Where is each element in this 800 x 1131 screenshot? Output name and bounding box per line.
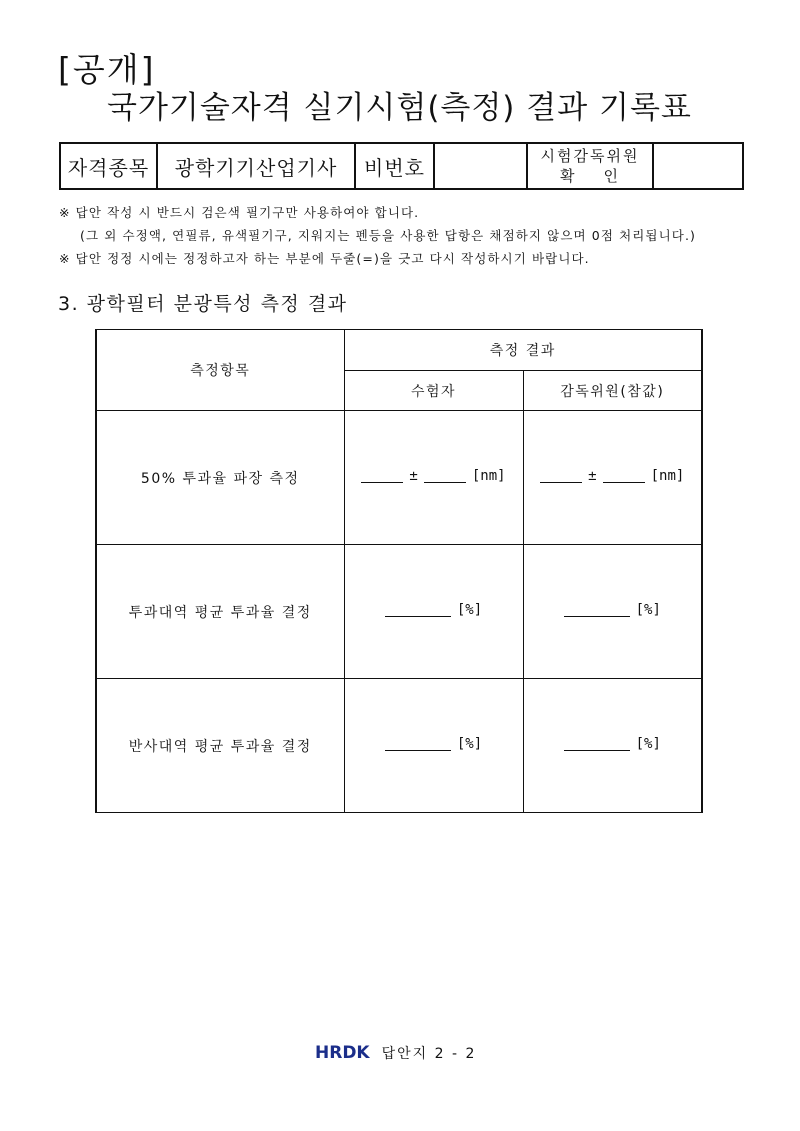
table-row [96, 679, 702, 813]
secret-number-label: 비번호 [355, 143, 434, 189]
unit-label: [nm] [471, 467, 506, 484]
table-row [96, 545, 702, 679]
table-row [96, 411, 702, 545]
row-item-reflectband-avg: 반사대역 평균 투과율 결정 [96, 679, 344, 813]
unit-label: [%] [635, 735, 661, 752]
qualification-value: 광학기기산업기사 [157, 143, 355, 189]
hrdk-logo: HRDK [315, 1043, 370, 1063]
unit-label: [nm] [650, 467, 685, 484]
answer-blank[interactable] [385, 602, 451, 617]
plus-minus-sign: ± [588, 467, 597, 484]
unit-label: [%] [456, 601, 483, 618]
page-number: 답안지 2 - 2 [381, 1046, 477, 1062]
unit-label: [%] [635, 601, 661, 618]
supervisor-confirm-field[interactable] [653, 143, 743, 189]
info-table [59, 142, 744, 190]
answer-blank[interactable] [361, 468, 403, 483]
section-title: 3. 광학필터 분광특성 측정 결과 [58, 293, 348, 315]
note-forbidden-tools: (그 외 수정액, 연필류, 유색필기구, 지워지는 펜등을 사용한 답항은 채점하지 않으며 0점 처리됩니다.) [80, 228, 697, 243]
examinee-answer-cell[interactable] [344, 545, 523, 679]
answer-blank[interactable] [424, 468, 466, 483]
supervisor-label-line2: 확 인 [559, 167, 621, 185]
supervisor-answer-cell[interactable] [523, 679, 702, 813]
header-measurement-item: 측정항목 [96, 330, 344, 411]
header-measurement-result: 측정 결과 [344, 330, 702, 371]
answer-blank[interactable] [603, 468, 645, 483]
note-correction: ※ 답안 정정 시에는 정정하고자 하는 부분에 두줄(=)을 긋고 다시 작성하시기 바랍니다. [59, 251, 590, 266]
document-title: 국가기술자격 실기시험(측정) 결과 기록표 [107, 90, 692, 126]
supervisor-label-line1: 시험감독위원 [540, 147, 640, 165]
supervisor-answer-cell[interactable] [523, 411, 702, 545]
header-examinee: 수험자 [344, 371, 523, 411]
answer-blank[interactable] [385, 736, 451, 751]
answer-blank[interactable] [564, 602, 630, 617]
answer-blank[interactable] [564, 736, 630, 751]
header-supervisor-true-value: 감독위원(참값) [523, 371, 702, 411]
note-black-pen: ※ 답안 작성 시 반드시 검은색 필기구만 사용하여야 합니다. [59, 205, 420, 220]
row-item-passband-avg: 투과대역 평균 투과율 결정 [96, 545, 344, 679]
answer-blank[interactable] [540, 468, 582, 483]
examinee-answer-cell[interactable] [344, 679, 523, 813]
public-tag: [공개] [58, 50, 156, 89]
supervisor-answer-cell[interactable] [523, 545, 702, 679]
examinee-answer-cell[interactable] [344, 411, 523, 545]
secret-number-field[interactable] [434, 143, 527, 189]
plus-minus-sign: ± [409, 467, 418, 484]
supervisor-confirm-label [527, 143, 653, 189]
row-item-50pct-wavelength: 50% 투과율 파장 측정 [96, 411, 344, 545]
measurement-table [95, 329, 703, 813]
unit-label: [%] [456, 735, 483, 752]
qualification-label: 자격종목 [60, 143, 157, 189]
page-footer [315, 1043, 476, 1063]
